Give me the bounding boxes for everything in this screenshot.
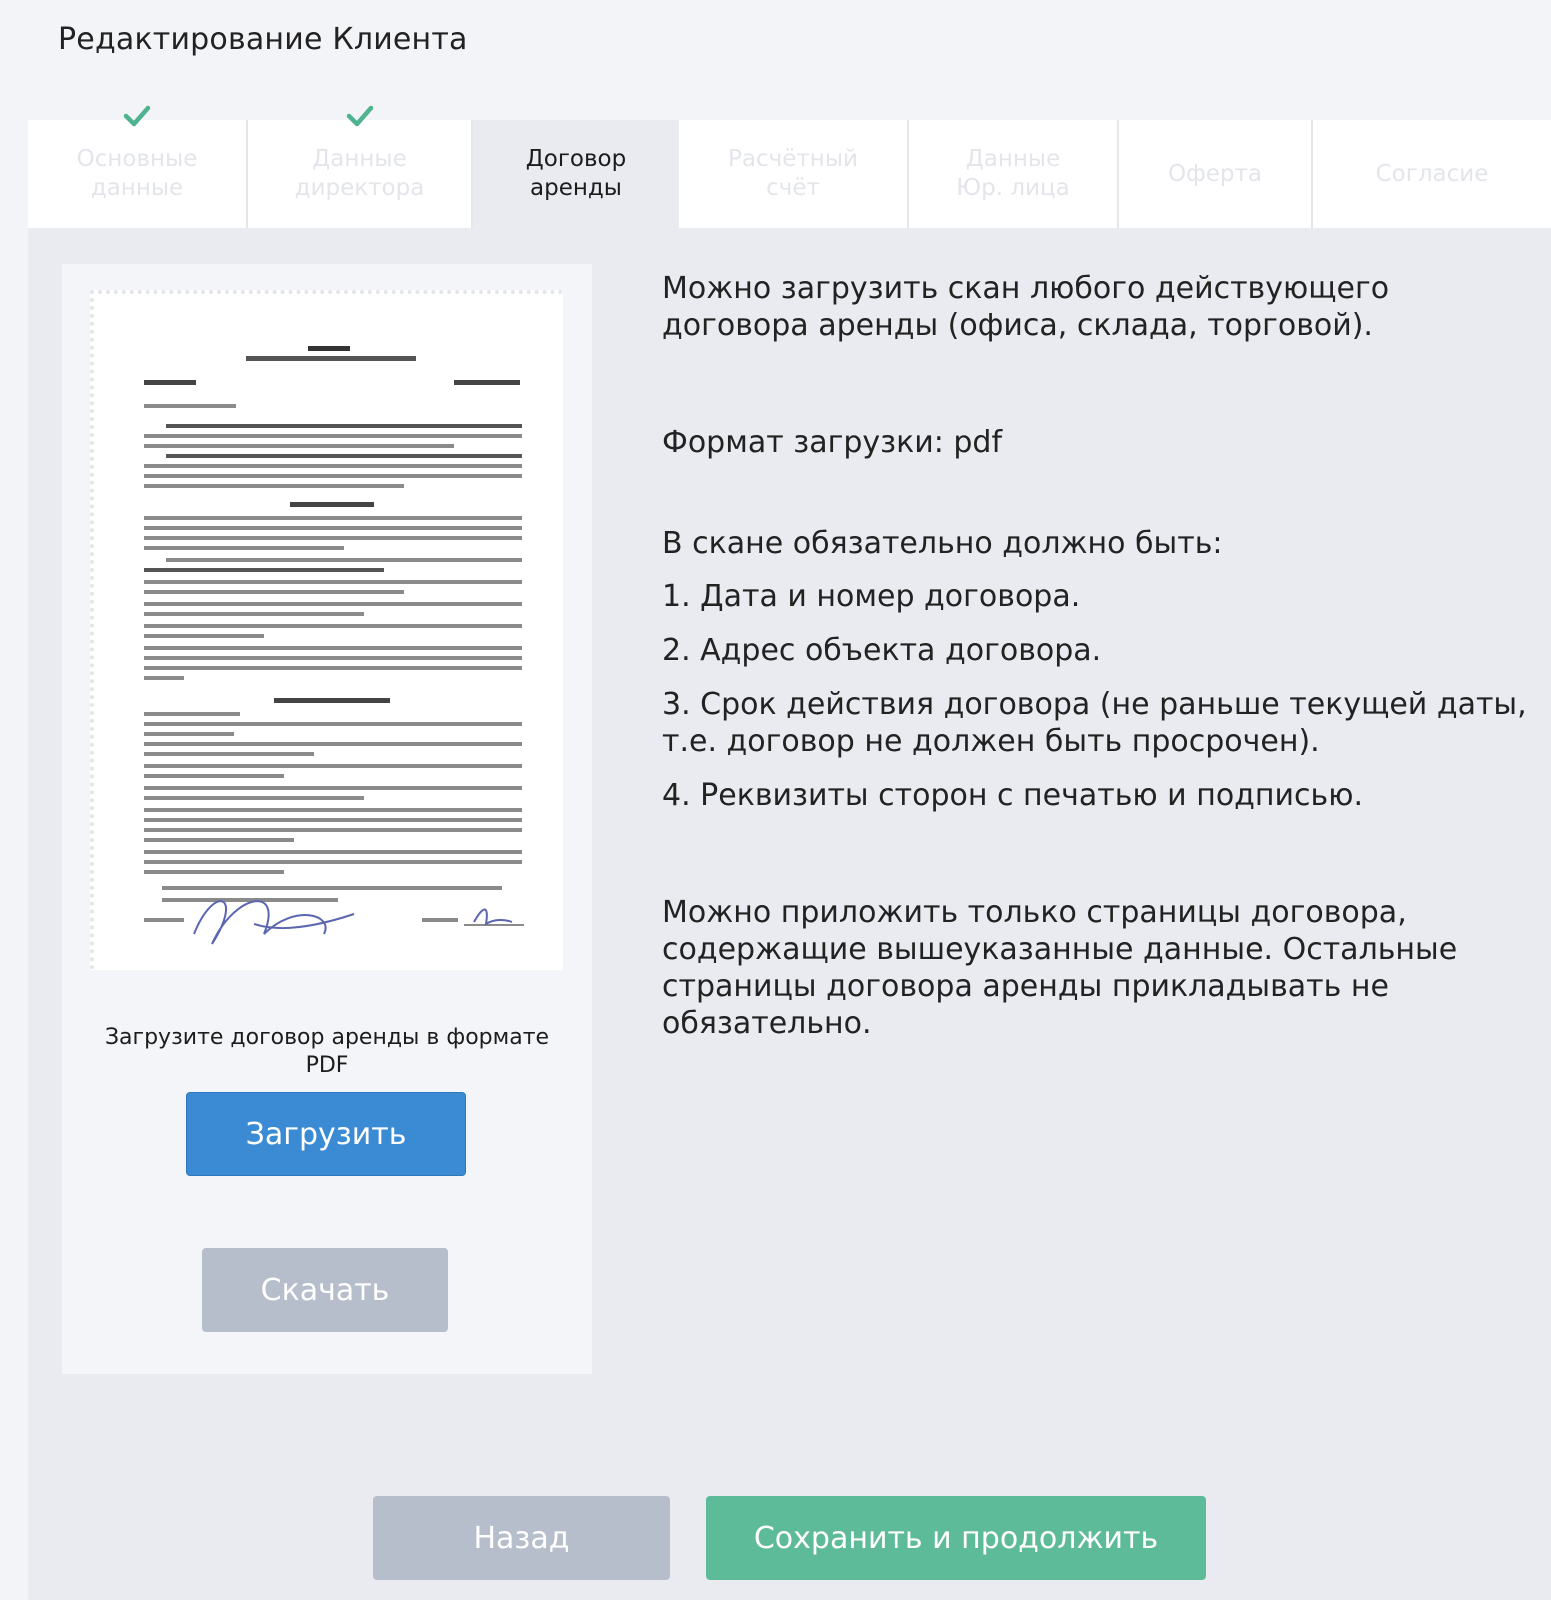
tab-offer[interactable] <box>1119 120 1313 228</box>
download-button[interactable]: Скачать <box>202 1248 448 1332</box>
requirement-item: 2. Адрес объекта договора. <box>662 633 1102 668</box>
tab-label: Договор аренды <box>525 146 627 201</box>
requirements-heading: В скане обязательно должно быть: <box>662 526 1223 561</box>
tab-label: Данные директора <box>294 146 425 201</box>
document-scan-image <box>94 294 563 970</box>
tab-legal-entity-data[interactable] <box>909 120 1119 228</box>
tab-bank-account[interactable] <box>679 120 909 228</box>
instructions <box>662 270 1542 1042</box>
back-button[interactable]: Назад <box>373 1496 670 1580</box>
upload-button[interactable]: Загрузить <box>186 1092 466 1176</box>
check-icon <box>345 104 375 128</box>
check-icon <box>122 104 152 128</box>
main-panel <box>28 120 1551 1600</box>
tab-basic-data[interactable] <box>28 120 248 228</box>
page-title: Редактирование Клиента <box>58 22 468 57</box>
tab-label: Оферта <box>1167 160 1262 187</box>
tab-lease-agreement[interactable] <box>473 120 679 228</box>
tab-label: Основные данные <box>76 146 198 201</box>
instructions-note: Можно приложить только страницы договора, содержащие вышеуказанные данные. Остальные страницы договора аренды прикладывать не обязательно. <box>662 895 1458 1041</box>
tab-bar <box>28 120 1551 228</box>
tab-label: Данные Юр. лица <box>956 146 1070 201</box>
requirement-item: 1. Дата и номер договора. <box>662 579 1081 614</box>
requirement-item: 4. Реквизиты сторон с печатью и подписью. <box>662 778 1364 813</box>
save-and-continue-button[interactable]: Сохранить и продолжить <box>706 1496 1206 1580</box>
instructions-intro: Можно загрузить скан любого действующего договора аренды (офиса, склада, торговой). <box>662 271 1390 343</box>
tab-consent[interactable] <box>1313 120 1551 228</box>
tab-director-data[interactable] <box>248 120 473 228</box>
upload-card <box>62 264 592 1374</box>
upload-format: Формат загрузки: pdf <box>662 425 1003 460</box>
document-preview <box>90 290 563 970</box>
requirement-item: 3. Срок действия договора (не раньше текущей даты, т.е. договор не должен быть просрочен). <box>662 687 1527 759</box>
tab-label: Расчётный счёт <box>728 146 858 201</box>
tab-label: Согласие <box>1375 160 1489 187</box>
upload-hint: Загрузите договор аренды в формате PDF <box>104 1025 550 1078</box>
